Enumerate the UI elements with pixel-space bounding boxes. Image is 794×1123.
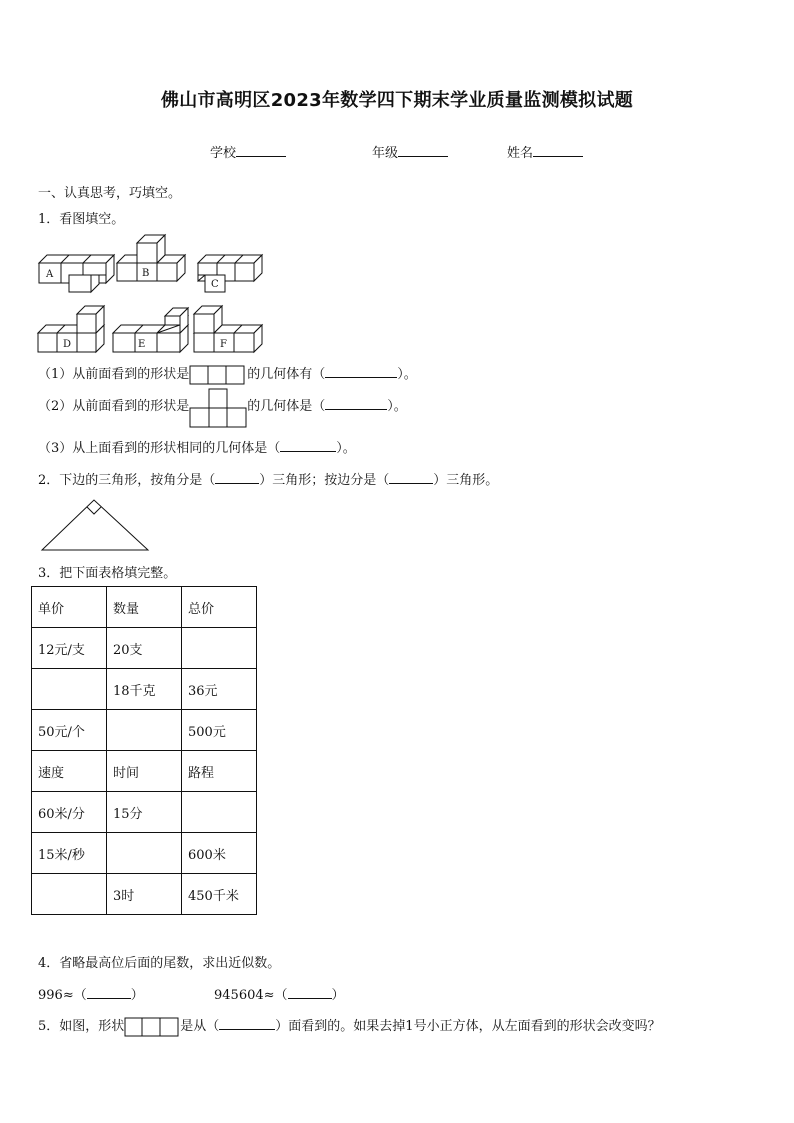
q2-text-3: ）三角形。	[433, 473, 499, 488]
q4-item-1-close: ）	[130, 988, 144, 1003]
cube-figures	[30, 228, 280, 358]
table-cell: 路程	[182, 751, 257, 792]
solid-b	[117, 235, 185, 281]
q2-text-1: 2．下边的三角形，按角分是（	[38, 473, 216, 488]
q4-blank-1[interactable]	[87, 986, 131, 999]
q2	[38, 469, 498, 488]
section-1-heading: 一、认真思考，巧填空。	[38, 186, 182, 201]
table-cell-blank[interactable]	[32, 874, 107, 915]
table-cell: 15米/秒	[32, 833, 107, 874]
q4-item-2	[214, 984, 345, 1003]
table-cell: 36元	[182, 669, 257, 710]
table-cell: 500元	[182, 710, 257, 751]
table-cell-blank[interactable]	[182, 792, 257, 833]
table-cell: 12元/支	[32, 628, 107, 669]
label-f: F	[220, 339, 227, 350]
q1-sub3-end: ）。	[336, 441, 356, 456]
name-field	[507, 142, 583, 161]
table-cell-blank[interactable]	[32, 669, 107, 710]
table-row	[32, 669, 257, 710]
table-cell: 速度	[32, 751, 107, 792]
table-row	[32, 628, 257, 669]
q4-stem: 4．省略最高位后面的尾数，求出近似数。	[38, 956, 281, 971]
table-row	[32, 710, 257, 751]
q1-sub1-text-2: 的几何体有（	[247, 367, 326, 382]
q1-sub1-end: ）。	[397, 367, 417, 382]
name-blank[interactable]	[533, 144, 583, 157]
page-title: 佛山市高明区2023年数学四下期末学业质量监测模拟试题	[160, 90, 634, 111]
table-row	[32, 751, 257, 792]
table-cell: 时间	[107, 751, 182, 792]
table-cell: 数量	[107, 587, 182, 628]
q1-sub1-blank[interactable]	[325, 365, 397, 378]
q1-sub2-blank[interactable]	[325, 397, 387, 410]
three-squares-row-icon	[189, 365, 247, 385]
table-cell-blank[interactable]	[182, 628, 257, 669]
table-cell: 50元/个	[32, 710, 107, 751]
q4-item-1-text: 996≈（	[38, 988, 87, 1003]
solid-f	[194, 306, 262, 352]
q2-blank-angle[interactable]	[215, 471, 259, 484]
q2-blank-side[interactable]	[389, 471, 433, 484]
table-cell: 总价	[182, 587, 257, 628]
label-d: D	[63, 339, 72, 350]
table-row	[32, 833, 257, 874]
q4-item-1	[38, 984, 144, 1003]
school-field	[210, 142, 286, 161]
table-row	[32, 587, 257, 628]
q1-sub3	[38, 437, 356, 456]
table-row	[32, 792, 257, 833]
solid-e	[113, 308, 188, 352]
table-cell: 60米/分	[32, 792, 107, 833]
q4-blank-2[interactable]	[288, 986, 332, 999]
q5-text-2: 是从（	[180, 1019, 220, 1034]
price-speed-table	[31, 586, 257, 915]
table-cell: 600米	[182, 833, 257, 874]
q4-item-2-text: 945604≈（	[214, 988, 288, 1003]
q2-text-2: ）三角形；按边分是（	[259, 473, 390, 488]
three-squares-row-icon	[124, 1017, 180, 1037]
right-isosceles-triangle	[38, 494, 152, 554]
name-label: 姓名	[507, 146, 534, 161]
q1-sub1-text: （1）从前面看到的形状是	[38, 367, 190, 382]
q5-blank[interactable]	[219, 1017, 275, 1030]
table-cell: 20支	[107, 628, 182, 669]
label-b: B	[142, 268, 150, 279]
q5-text-3: ）面看到的。如果去掉1号小正方体，从左面看到的形状会改变吗？	[275, 1019, 661, 1034]
label-e: E	[138, 339, 146, 350]
table-cell: 15分	[107, 792, 182, 833]
grade-field	[372, 142, 448, 161]
q5	[38, 1015, 661, 1037]
q1-sub3-blank[interactable]	[280, 439, 336, 452]
q3-stem: 3．把下面表格填完整。	[38, 566, 177, 581]
table-cell: 单价	[32, 587, 107, 628]
table-cell: 450千米	[182, 874, 257, 915]
q1-sub2	[38, 388, 407, 428]
q5-text-1: 5．如图，形状	[38, 1019, 125, 1034]
right-angle-mark	[87, 507, 101, 514]
q1-sub2-text: （2）从前面看到的形状是	[38, 398, 190, 414]
label-c: C	[211, 279, 219, 290]
table-cell: 3时	[107, 874, 182, 915]
q4-item-2-close: ）	[331, 988, 345, 1003]
label-a: A	[46, 269, 54, 280]
q1-sub1	[38, 363, 417, 385]
solid-c	[198, 255, 262, 292]
table-row	[32, 874, 257, 915]
q1-stem: 1．看图填空。	[38, 212, 125, 227]
school-blank[interactable]	[236, 144, 286, 157]
table-cell-blank[interactable]	[107, 710, 182, 751]
q1-sub2-end: ）。	[387, 398, 407, 414]
q1-sub2-text-2: 的几何体是（	[247, 398, 326, 414]
grade-label: 年级	[372, 146, 399, 161]
grade-blank[interactable]	[398, 144, 448, 157]
table-cell-blank[interactable]	[107, 833, 182, 874]
cross-squares-icon	[189, 388, 247, 428]
school-label: 学校	[210, 146, 237, 161]
table-cell: 18千克	[107, 669, 182, 710]
q1-sub3-text: （3）从上面看到的形状相同的几何体是（	[38, 441, 281, 456]
